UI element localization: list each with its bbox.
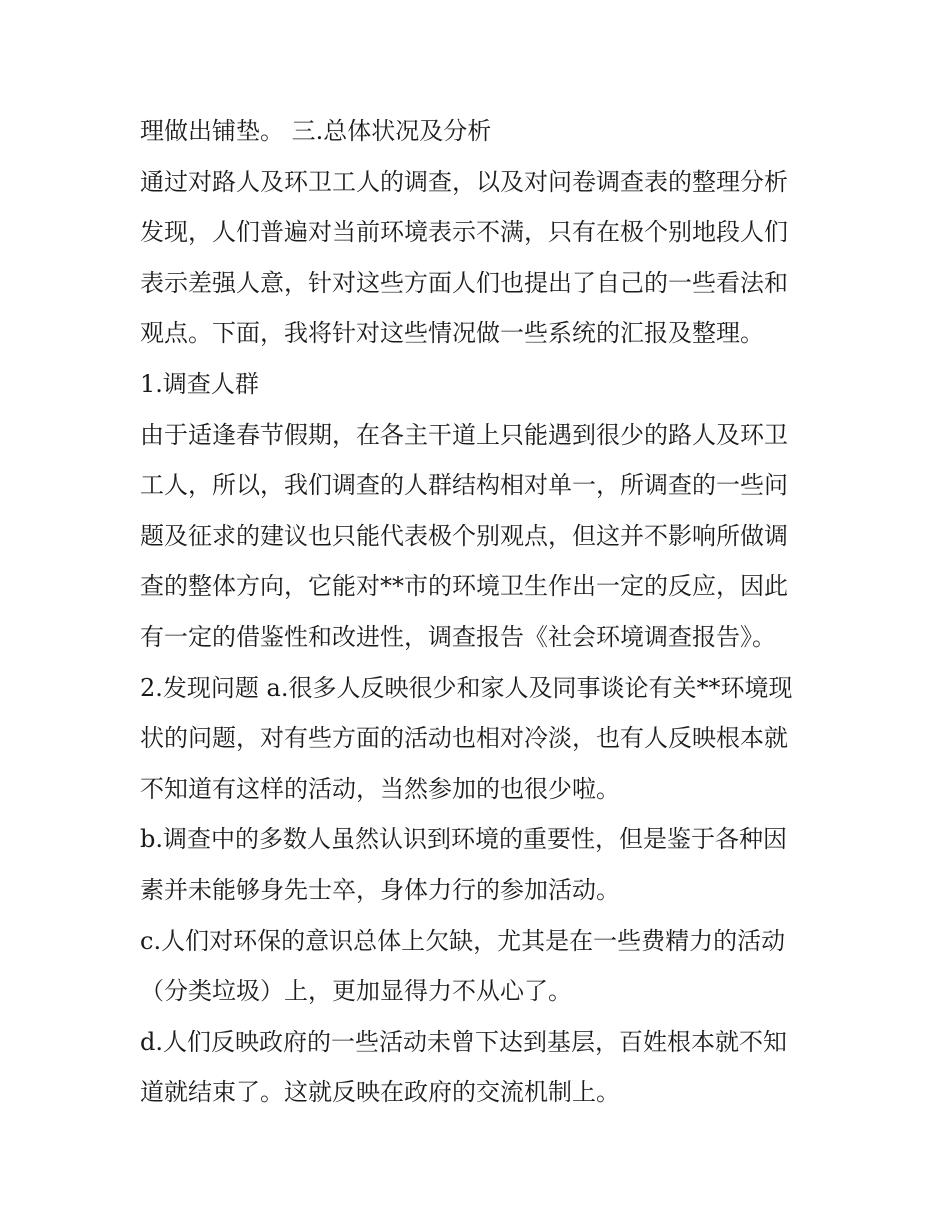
document-page (140, 106, 820, 1118)
text-line: 由于适逢春节假期，在各主干道上只能遇到很少的路人及环卫 (140, 420, 788, 449)
text-line: 不知道有这样的活动，当然参加的也很少啦。 (140, 774, 620, 803)
text-line: 状的问题，对有些方面的活动也相对冷淡，也有人反映根本就 (140, 724, 788, 753)
text-line: 有一定的借鉴性和改进性，调查报告《社会环境调查报告》。 (140, 622, 776, 651)
section-heading: 1.调查人群 (140, 369, 259, 398)
text-line: 工人，所以，我们调查的人群结构相对单一，所调查的一些问 (140, 471, 788, 500)
section-heading: 2.发现问题 a.很多人反映很少和家人及同事谈论有关**环境现 (140, 673, 793, 702)
text-line: 通过对路人及环卫工人的调查，以及对问卷调查表的整理分析 (140, 167, 788, 196)
text-line: 查的整体方向，它能对**市的环境卫生作出一定的反应，因此 (140, 572, 788, 601)
text-line: （分类垃圾）上，更加显得力不从心了。 (140, 977, 572, 1006)
text-line: 题及征求的建议也只能代表极个别观点，但这并不影响所做调 (140, 521, 788, 550)
text-line: 理做出铺垫。 三.总体状况及分析 (140, 117, 492, 145)
text-line: 素并未能够身先士卒，身体力行的参加活动。 (140, 875, 620, 904)
text-line: 表示差强人意，针对这些方面人们也提出了自己的一些看法和 (140, 268, 788, 297)
text-line: b.调查中的多数人虽然认识到环境的重要性，但是鉴于各种因 (140, 825, 787, 854)
text-line: 道就结束了。这就反映在政府的交流机制上。 (140, 1078, 620, 1107)
text-line: c.人们对环保的意识总体上欠缺，尤其是在一些费精力的活动 (140, 926, 786, 955)
text-line: 观点。下面，我将针对这些情况做一些系统的汇报及整理。 (140, 319, 764, 348)
text-line: 发现，人们普遍对当前环境表示不满，只有在极个别地段人们 (140, 218, 788, 247)
text-line: d.人们反映政府的一些活动未曾下达到基层，百姓根本就不知 (140, 1027, 787, 1056)
